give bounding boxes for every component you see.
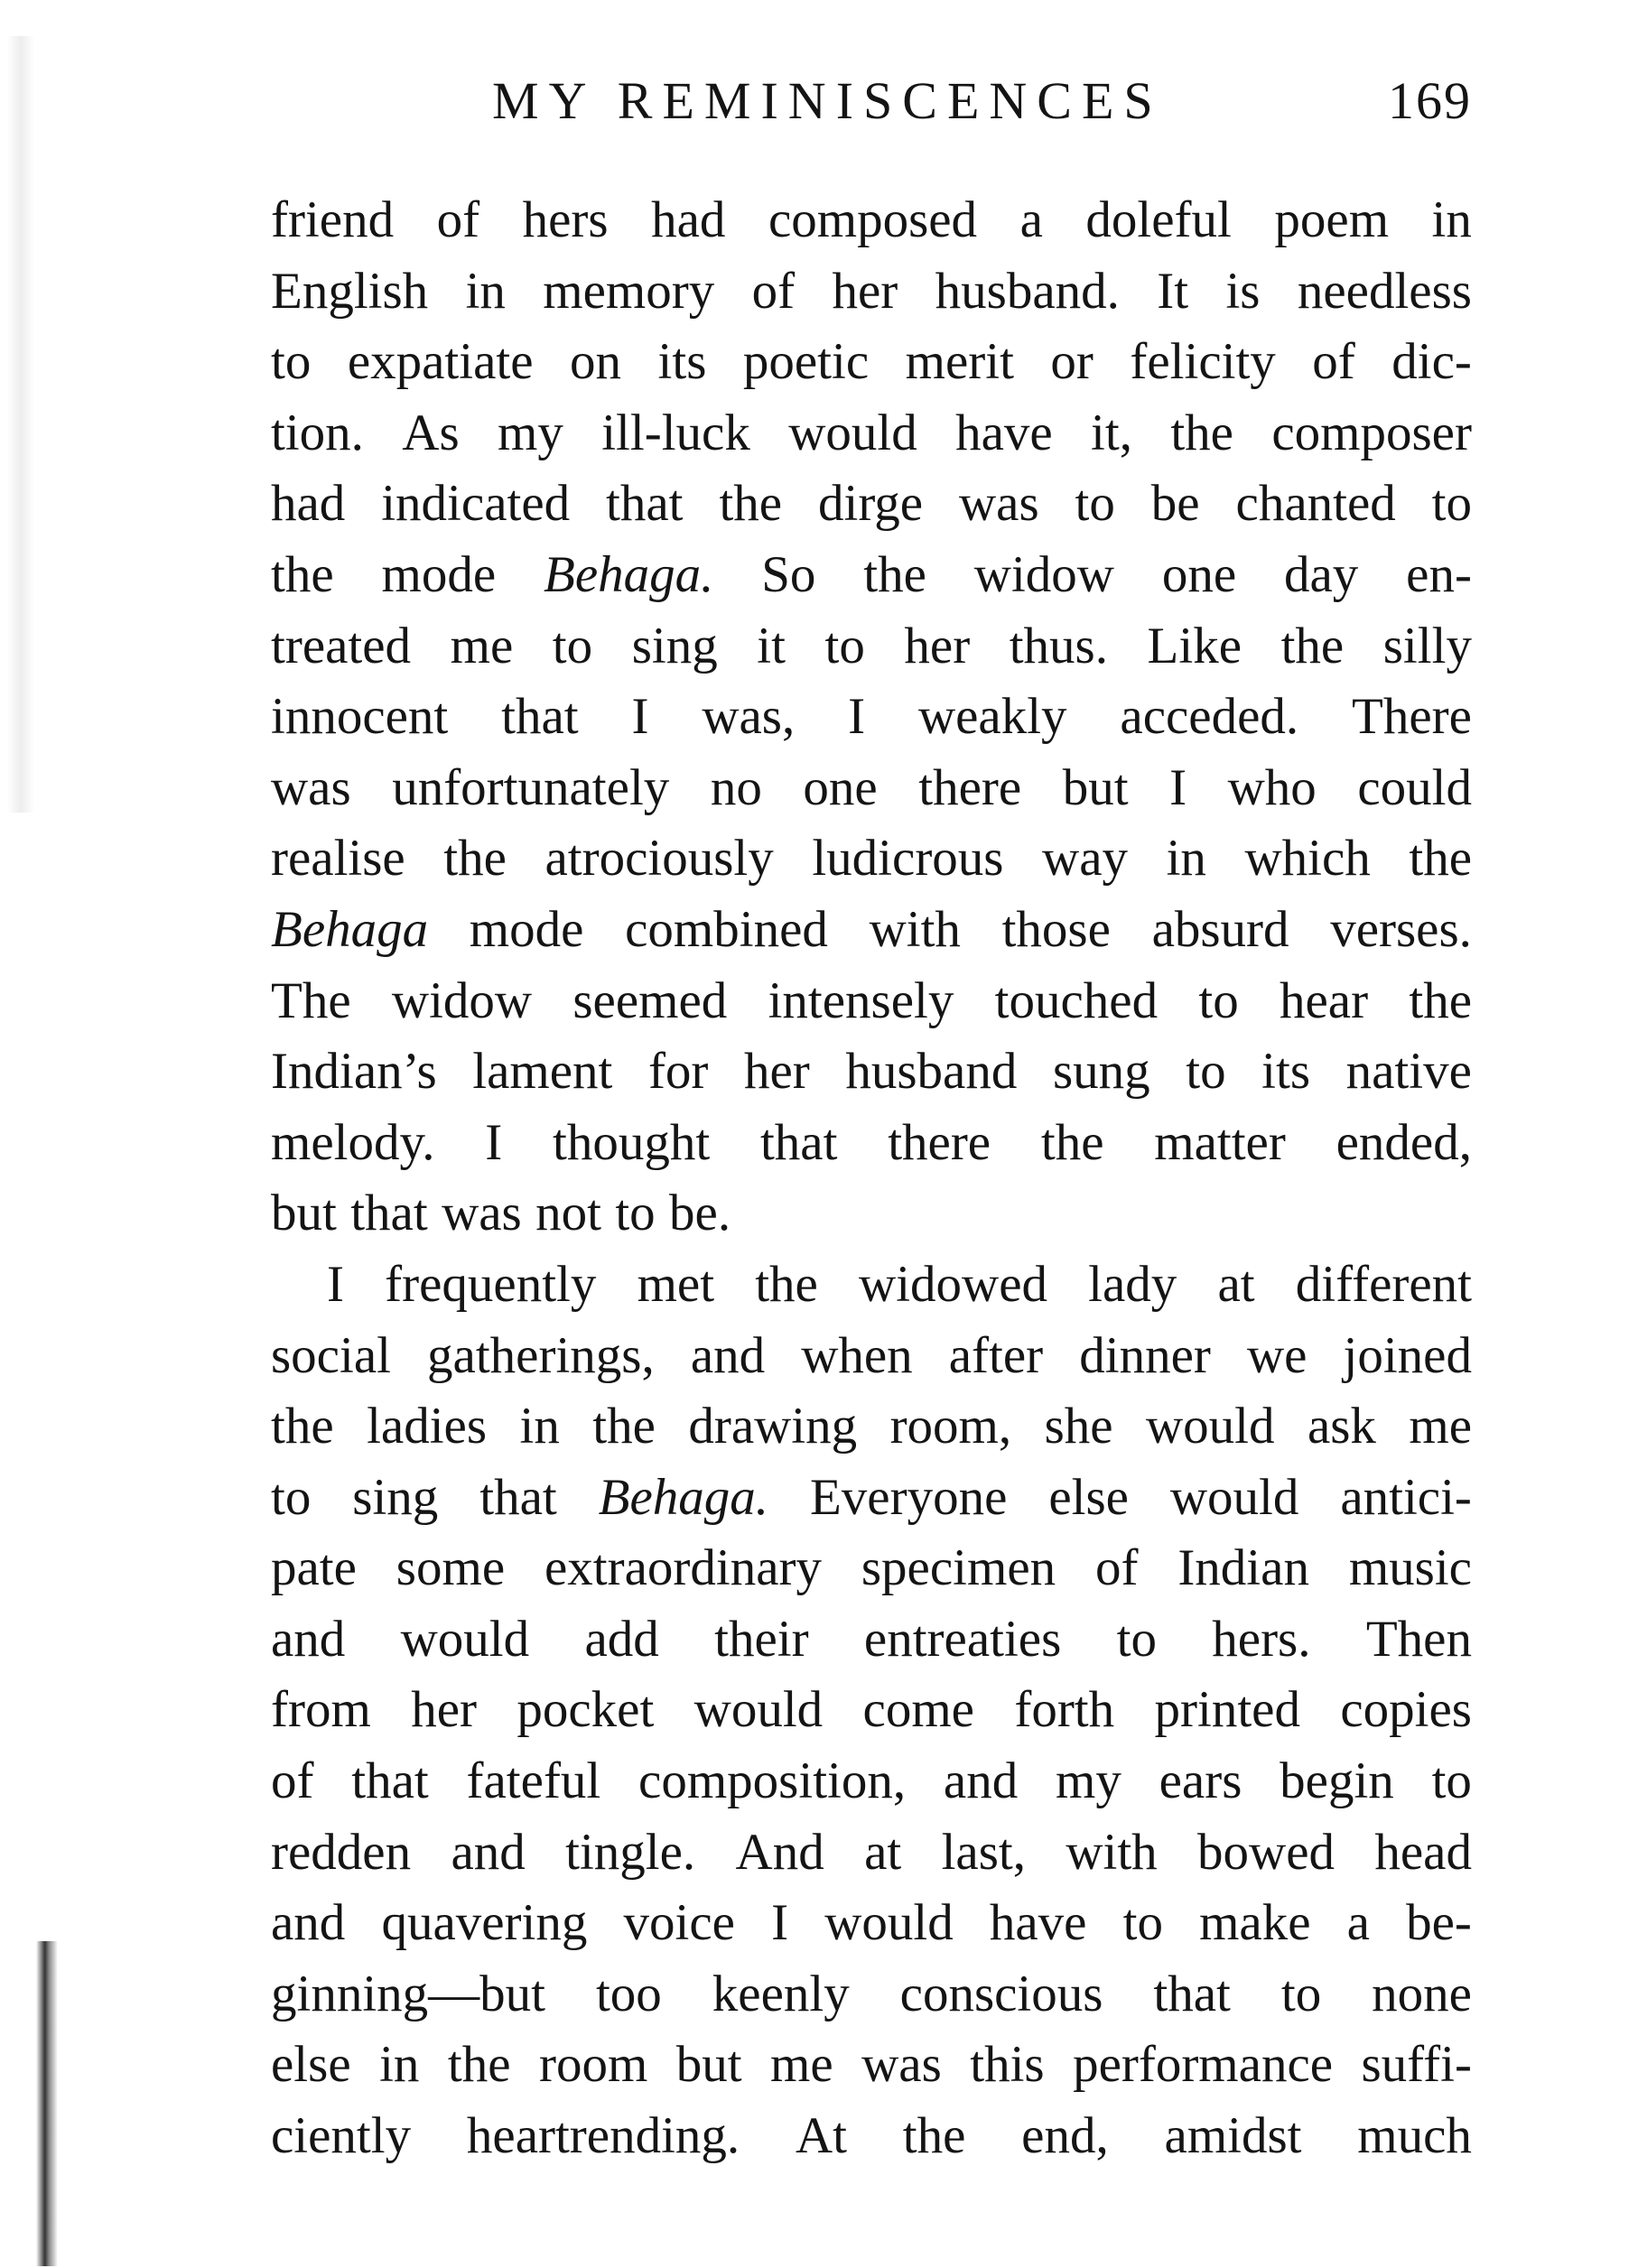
word: As bbox=[402, 404, 460, 461]
word: thought bbox=[553, 1113, 711, 1171]
text-line bbox=[271, 327, 1472, 398]
word: and bbox=[943, 1752, 1019, 1810]
text-line bbox=[271, 1604, 1472, 1676]
word: pocket bbox=[517, 1681, 655, 1739]
word: in bbox=[519, 1398, 560, 1455]
word: have bbox=[955, 404, 1053, 461]
running-title: MY REMINISCENCES bbox=[492, 71, 1163, 130]
word: be bbox=[1150, 475, 1200, 533]
word: me bbox=[770, 2036, 833, 2094]
word: the bbox=[1280, 617, 1345, 674]
word: Like bbox=[1147, 617, 1242, 674]
word: and bbox=[451, 1823, 526, 1881]
word: forth bbox=[1014, 1681, 1115, 1739]
word: the bbox=[863, 545, 926, 603]
word: those bbox=[1001, 900, 1111, 958]
text-line bbox=[271, 823, 1472, 895]
page-number: 169 bbox=[1388, 71, 1472, 130]
word: was, bbox=[702, 688, 796, 746]
word: the bbox=[271, 1398, 334, 1455]
word: the bbox=[271, 545, 334, 603]
word: else bbox=[1048, 1468, 1129, 1526]
word: in bbox=[1431, 191, 1472, 248]
word: who bbox=[1227, 758, 1317, 816]
word: tion. bbox=[271, 404, 364, 461]
word: widow bbox=[973, 545, 1114, 603]
word: ciently bbox=[271, 2107, 412, 2165]
word: different bbox=[1295, 1255, 1472, 1313]
word: native bbox=[1345, 1043, 1472, 1101]
word: the bbox=[447, 2036, 511, 2094]
word: that bbox=[759, 1113, 838, 1171]
text-line bbox=[271, 540, 1472, 611]
word: was bbox=[271, 758, 351, 816]
word: doleful bbox=[1085, 191, 1232, 248]
word: ginning—but bbox=[271, 1965, 546, 2022]
word: It bbox=[1157, 262, 1189, 320]
word: when bbox=[801, 1326, 913, 1384]
word: dirge bbox=[817, 475, 924, 533]
word: would bbox=[400, 1610, 530, 1668]
word: pate bbox=[271, 1539, 357, 1597]
word: met bbox=[637, 1255, 715, 1313]
word: there bbox=[888, 1113, 991, 1171]
word: her bbox=[744, 1043, 810, 1101]
word: in bbox=[1166, 830, 1206, 888]
word: ask bbox=[1307, 1398, 1376, 1455]
word: the bbox=[719, 475, 783, 533]
word: touched bbox=[994, 971, 1159, 1029]
word: much bbox=[1357, 2107, 1472, 2165]
text-line bbox=[271, 1675, 1472, 1746]
text-line bbox=[271, 895, 1472, 966]
word: needless bbox=[1297, 262, 1472, 320]
word: entreaties bbox=[863, 1610, 1062, 1668]
word: hers bbox=[522, 191, 609, 248]
word: no bbox=[710, 758, 762, 816]
word: not bbox=[535, 1185, 601, 1242]
word: to bbox=[1186, 1043, 1226, 1101]
word: The bbox=[271, 971, 351, 1029]
word: her bbox=[832, 262, 898, 320]
word: or bbox=[1050, 333, 1094, 391]
word: her bbox=[411, 1681, 477, 1739]
word: way bbox=[1042, 830, 1129, 888]
word: was bbox=[958, 475, 1039, 533]
text-line bbox=[271, 1391, 1472, 1463]
word: the bbox=[1040, 1113, 1104, 1171]
word: voice bbox=[623, 1894, 735, 1952]
word: which bbox=[1244, 830, 1371, 888]
word: hers. bbox=[1212, 1610, 1311, 1668]
word: make bbox=[1199, 1894, 1311, 1952]
word: to bbox=[615, 1185, 656, 1242]
word: lady bbox=[1088, 1255, 1177, 1313]
word: atrociously bbox=[544, 830, 774, 888]
text-line bbox=[271, 1036, 1472, 1108]
word: and bbox=[271, 1610, 346, 1668]
word: mode bbox=[469, 900, 584, 958]
word: Behaga bbox=[271, 900, 429, 958]
word: day bbox=[1284, 545, 1359, 603]
word: with bbox=[1066, 1823, 1158, 1881]
word: matter bbox=[1154, 1113, 1286, 1171]
word: Behaga. bbox=[598, 1468, 769, 1526]
word: heartrending. bbox=[466, 2107, 740, 2165]
word: some bbox=[396, 1539, 506, 1597]
word: add bbox=[584, 1610, 659, 1668]
word: sing bbox=[352, 1468, 439, 1526]
word: friend bbox=[271, 191, 395, 248]
text-line bbox=[271, 753, 1472, 824]
word: that bbox=[1153, 1965, 1231, 2022]
text-line bbox=[271, 966, 1472, 1037]
word: English bbox=[271, 262, 429, 320]
word: me bbox=[450, 617, 514, 674]
word: but bbox=[271, 1185, 337, 1242]
word: be. bbox=[669, 1185, 731, 1242]
word: chanted bbox=[1235, 475, 1396, 533]
binding-shadow bbox=[36, 1941, 58, 2266]
word: gatherings, bbox=[427, 1326, 655, 1384]
word: her bbox=[904, 617, 971, 674]
text-line bbox=[271, 1533, 1472, 1604]
word: mode bbox=[381, 545, 497, 603]
word: unfortunately bbox=[392, 758, 670, 816]
word: else bbox=[271, 2036, 351, 2094]
word: in bbox=[379, 2036, 420, 2094]
text-line bbox=[271, 2030, 1472, 2101]
word: I bbox=[1169, 758, 1187, 816]
word: indicated bbox=[381, 475, 571, 533]
word: poetic bbox=[742, 333, 870, 391]
word: a bbox=[1019, 191, 1043, 248]
word: drawing bbox=[688, 1398, 858, 1455]
word: room bbox=[538, 2036, 648, 2094]
word: fateful bbox=[466, 1752, 601, 1810]
word: expatiate bbox=[347, 333, 534, 391]
word: to bbox=[1280, 1965, 1322, 2022]
word: for bbox=[647, 1043, 709, 1101]
text-line bbox=[271, 611, 1472, 683]
word: had bbox=[651, 191, 726, 248]
word: we bbox=[1246, 1326, 1308, 1384]
word: a bbox=[1346, 1894, 1370, 1952]
word: the bbox=[902, 2107, 966, 2165]
word: extraordinary bbox=[544, 1539, 822, 1597]
word: that bbox=[606, 475, 684, 533]
page-header bbox=[271, 70, 1472, 143]
word: widow bbox=[391, 971, 533, 1029]
word: composed bbox=[768, 191, 978, 248]
word: felicity bbox=[1130, 333, 1276, 391]
word: at bbox=[864, 1823, 902, 1881]
word: one bbox=[803, 758, 878, 816]
text-line bbox=[271, 1746, 1472, 1817]
word: suffi- bbox=[1361, 2036, 1472, 2094]
word: to bbox=[1198, 971, 1239, 1029]
word: and bbox=[690, 1326, 766, 1384]
word: silly bbox=[1382, 617, 1472, 674]
word: husband. bbox=[935, 262, 1120, 320]
word: memory bbox=[543, 262, 715, 320]
word: come bbox=[862, 1681, 974, 1739]
word: At bbox=[795, 2107, 847, 2165]
word: begin bbox=[1280, 1752, 1394, 1810]
word: hear bbox=[1279, 971, 1369, 1029]
word: frequently bbox=[385, 1255, 597, 1313]
word: treated bbox=[271, 617, 412, 674]
word: Everyone bbox=[809, 1468, 1008, 1526]
word: ladies bbox=[367, 1398, 488, 1455]
word: the bbox=[1170, 404, 1233, 461]
word: conscious bbox=[899, 1965, 1103, 2022]
word: tingle. bbox=[565, 1823, 696, 1881]
word: seemed bbox=[572, 971, 728, 1029]
word: the bbox=[1409, 830, 1472, 888]
word: antici- bbox=[1340, 1468, 1472, 1526]
word: So bbox=[761, 545, 816, 603]
word: me bbox=[1409, 1398, 1472, 1455]
word: that bbox=[501, 688, 579, 746]
word: combined bbox=[625, 900, 828, 958]
word: I bbox=[485, 1113, 503, 1171]
word: but bbox=[675, 2036, 742, 2094]
word: to bbox=[552, 617, 593, 674]
word: specimen bbox=[861, 1539, 1056, 1597]
word: absurd bbox=[1151, 900, 1289, 958]
word: is bbox=[1225, 262, 1261, 320]
text-line bbox=[271, 1178, 1472, 1250]
word: of bbox=[271, 1752, 314, 1810]
word: ludicrous bbox=[812, 830, 1004, 888]
text-line bbox=[271, 1108, 1472, 1179]
word: dinner bbox=[1079, 1326, 1211, 1384]
word: music bbox=[1348, 1539, 1472, 1597]
word: copies bbox=[1340, 1681, 1472, 1739]
word: en- bbox=[1406, 545, 1472, 603]
text-line bbox=[271, 1463, 1472, 1534]
word: that bbox=[350, 1185, 428, 1242]
word: the bbox=[1409, 971, 1472, 1029]
word: to bbox=[1431, 1752, 1472, 1810]
word: I bbox=[848, 688, 866, 746]
word: one bbox=[1161, 545, 1237, 603]
word: ears bbox=[1159, 1752, 1242, 1810]
word: dic- bbox=[1391, 333, 1472, 391]
word: and bbox=[271, 1894, 346, 1952]
word: amidst bbox=[1164, 2107, 1302, 2165]
text-line bbox=[271, 469, 1472, 540]
word: the bbox=[443, 830, 507, 888]
word: last, bbox=[941, 1823, 1026, 1881]
word: had bbox=[271, 475, 346, 533]
text-line bbox=[271, 1888, 1472, 1959]
word: the bbox=[755, 1255, 818, 1313]
word: their bbox=[714, 1610, 809, 1668]
word: be- bbox=[1406, 1894, 1472, 1952]
text-line bbox=[271, 1959, 1472, 2031]
word: of bbox=[1094, 1539, 1139, 1597]
word: poem bbox=[1274, 191, 1390, 248]
word: would bbox=[693, 1681, 824, 1739]
word: none bbox=[1372, 1965, 1472, 2022]
word: there bbox=[918, 758, 1022, 816]
word: in bbox=[465, 262, 506, 320]
word: verses. bbox=[1330, 900, 1472, 958]
word: social bbox=[271, 1326, 391, 1384]
word: merit bbox=[905, 333, 1014, 391]
word: on bbox=[570, 333, 622, 391]
word: I bbox=[631, 688, 649, 746]
word: was bbox=[861, 2036, 942, 2094]
body-text bbox=[271, 185, 1472, 2172]
word: of bbox=[1312, 333, 1355, 391]
word: melody. bbox=[271, 1113, 435, 1171]
word: of bbox=[436, 191, 480, 248]
word: this bbox=[970, 2036, 1045, 2094]
word: realise bbox=[271, 830, 405, 888]
word: she bbox=[1044, 1398, 1113, 1455]
word: after bbox=[948, 1326, 1044, 1384]
word: my bbox=[498, 404, 563, 461]
word: lament bbox=[472, 1043, 613, 1101]
word: widowed bbox=[859, 1255, 1047, 1313]
word: intensely bbox=[768, 971, 954, 1029]
word: acceded. bbox=[1120, 688, 1299, 746]
word: to bbox=[1431, 475, 1472, 533]
word: it, bbox=[1091, 404, 1132, 461]
word: from bbox=[271, 1681, 371, 1739]
word: There bbox=[1352, 688, 1472, 746]
text-line bbox=[271, 1817, 1472, 1889]
word: sing bbox=[631, 617, 718, 674]
word: printed bbox=[1154, 1681, 1300, 1739]
word: Indian’s bbox=[271, 1043, 437, 1101]
word: at bbox=[1217, 1255, 1255, 1313]
page-edge-shadow bbox=[7, 36, 34, 813]
word: redden bbox=[271, 1823, 412, 1881]
word: head bbox=[1374, 1823, 1472, 1881]
word: to bbox=[1116, 1610, 1157, 1668]
word: but bbox=[1062, 758, 1129, 816]
word: end, bbox=[1021, 2107, 1109, 2165]
word: thus. bbox=[1009, 617, 1108, 674]
word: Behaga. bbox=[544, 545, 714, 603]
word: keenly bbox=[712, 1965, 850, 2022]
word: it bbox=[757, 617, 786, 674]
word: room, bbox=[889, 1398, 1012, 1455]
text-line bbox=[271, 682, 1472, 753]
word: composer bbox=[1271, 404, 1472, 461]
word: to bbox=[1122, 1894, 1163, 1952]
text-line bbox=[271, 185, 1472, 256]
word: with bbox=[869, 900, 961, 958]
word: to bbox=[271, 1468, 312, 1526]
text-line bbox=[271, 256, 1472, 328]
word: sung bbox=[1052, 1043, 1150, 1101]
word: to bbox=[824, 617, 865, 674]
word: quavering bbox=[381, 1894, 588, 1952]
word: husband bbox=[845, 1043, 1018, 1101]
word: to bbox=[1075, 475, 1115, 533]
word: of bbox=[751, 262, 796, 320]
word: that bbox=[351, 1752, 429, 1810]
word: would bbox=[1146, 1398, 1275, 1455]
text-line bbox=[271, 2101, 1472, 2172]
word: too bbox=[595, 1965, 662, 2022]
word: ill-luck bbox=[601, 404, 750, 461]
word: And bbox=[735, 1823, 824, 1881]
word: would bbox=[1169, 1468, 1299, 1526]
word: would bbox=[788, 404, 917, 461]
word: the bbox=[592, 1398, 656, 1455]
word: its bbox=[657, 333, 707, 391]
word: bowed bbox=[1197, 1823, 1336, 1881]
word: Then bbox=[1365, 1610, 1472, 1668]
text-line bbox=[271, 1250, 1472, 1321]
word: that bbox=[479, 1468, 557, 1526]
word: to bbox=[271, 333, 312, 391]
text-line bbox=[271, 1321, 1472, 1392]
word: was bbox=[442, 1185, 522, 1242]
word: weakly bbox=[917, 688, 1067, 746]
word: could bbox=[1357, 758, 1472, 816]
word: my bbox=[1056, 1752, 1121, 1810]
word: ended, bbox=[1336, 1113, 1472, 1171]
text-line bbox=[271, 398, 1472, 469]
word: have bbox=[989, 1894, 1087, 1952]
word: its bbox=[1261, 1043, 1311, 1101]
word: Indian bbox=[1177, 1539, 1309, 1597]
word: I bbox=[771, 1894, 789, 1952]
word: composition, bbox=[638, 1752, 907, 1810]
word: would bbox=[824, 1894, 954, 1952]
word: innocent bbox=[271, 688, 449, 746]
word: I bbox=[327, 1255, 344, 1313]
word: joined bbox=[1343, 1326, 1472, 1384]
word: performance bbox=[1073, 2036, 1334, 2094]
